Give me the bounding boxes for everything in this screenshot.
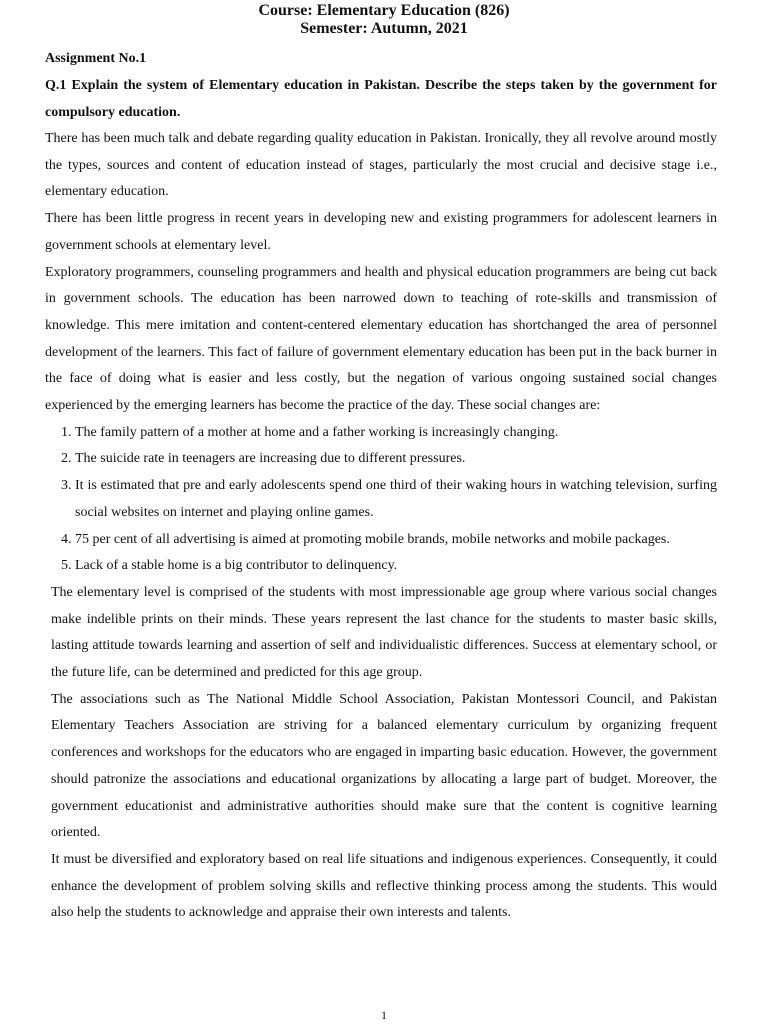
assignment-heading: Assignment No.1 (45, 51, 147, 66)
paragraph: There has been much talk and debate regarding quality education in Pakistan. Ironically, they all revolve around mostly the types, sources and content of education instead of stages, particularly the most crucial and decisive stage i.e., elementary education. (45, 131, 717, 200)
course-title: Course: Elementary Education (826) (258, 2, 510, 19)
paragraph: The elementary level is comprised of the students with most impressionable age group where various social changes make indelible prints on their minds. These years represent the last chance for the students to master basic skills, lasting attitude towards learning and assertion of self and individualistic differences. Success at elementary school, or the future life, can be determined and predicted for this age group. (51, 584, 717, 681)
document-header (0, 0, 768, 38)
page-number: 1 (381, 1008, 387, 1022)
document-body (45, 42, 717, 927)
semester-title: Semester: Autumn, 2021 (300, 20, 468, 37)
list-item: 2. The suicide rate in teenagers are increasing due to different pressures. (75, 446, 717, 473)
list-item: 4. 75 per cent of all advertising is aimed at promoting mobile brands, mobile networks and mobile packages. (75, 527, 717, 554)
paragraph: The associations such as The National Middle School Association, Pakistan Montessori Council, and Pakistan Elementary Teachers Association are striving for a balanced elementary curriculum by organizing frequent conferences and workshops for the educators who are engaged in imparting basic education. However, the government should patronize the associations and educational organizations by allocating a large part of budget. Moreover, the government educationist and administrative authorities should make sure that the content is cognitive learning oriented. (51, 691, 717, 841)
after-list-section (45, 580, 717, 927)
social-changes-list (45, 420, 717, 580)
list-item: 3. It is estimated that pre and early adolescents spend one third of their waking hours in watching television, surfing social websites on internet and playing online games. (75, 473, 717, 526)
question-heading: Q.1 Explain the system of Elementary education in Pakistan. Describe the steps taken by the government for compulsory education. (45, 78, 717, 120)
list-item: 5. Lack of a stable home is a big contributor to delinquency. (75, 553, 717, 580)
list-item: 1. The family pattern of a mother at home and a father working is increasingly changing. (75, 420, 717, 447)
paragraph: Exploratory programmers, counseling programmers and health and physical education programmers are being cut back in government schools. The education has been narrowed down to teaching of rote-skills and transmission of knowledge. This mere imitation and content-centered elementary education has shortchanged the area of personnel development of the learners. This fact of failure of government elementary education has been put in the back burner in the face of doing what is easier and less costly, but the negation of various ongoing sustained social changes experienced by the emerging learners has become the practice of the day. These social changes are: (45, 264, 717, 414)
paragraph: There has been little progress in recent years in developing new and existing programmers for adolescent learners in government schools at elementary level. (45, 211, 717, 253)
paragraph: It must be diversified and exploratory based on real life situations and indigenous experiences. Consequently, it could enhance the development of problem solving skills and reflective thinking process among the students. This would also help the students to acknowledge and appraise their own interests and talents. (51, 851, 717, 921)
